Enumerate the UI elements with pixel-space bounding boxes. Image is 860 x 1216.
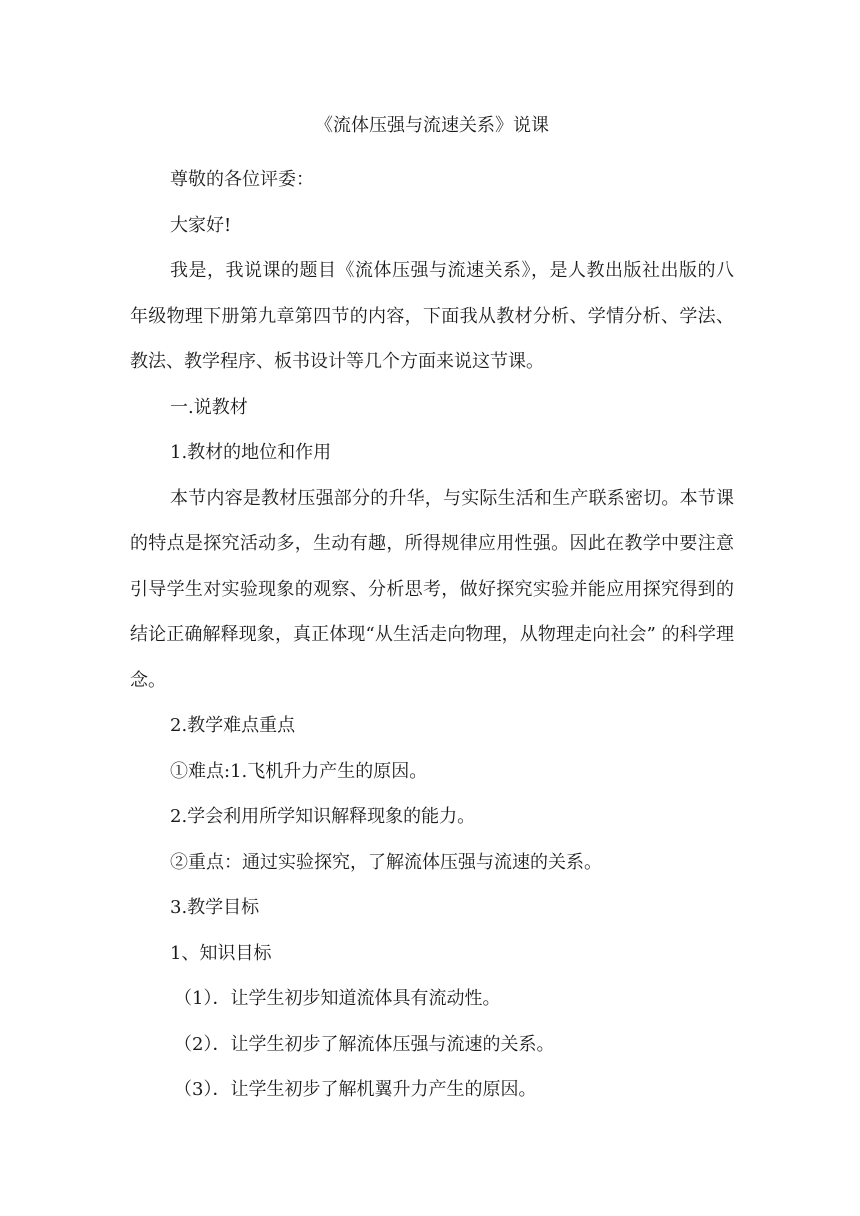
focus-item: ②重点：通过实验探究，了解流体压强与流速的关系。 <box>170 851 602 873</box>
subheading-knowledge-goals: 1、知识目标 <box>170 942 272 964</box>
document-title: 《流体压强与流速关系》说课 <box>315 115 549 136</box>
subheading-difficulty-focus: 2.教学难点重点 <box>170 715 296 736</box>
objective-item-1: （1）．让学生初步知道流体具有流动性。 <box>174 988 501 1009</box>
difficulty-item-2: 2.学会利用所学知识解释现象的能力。 <box>170 806 476 827</box>
objective-item-2: （2）．让学生初步了解流体压强与流速的关系。 <box>174 1033 555 1055</box>
difficulty-item-1: ①难点:1.飞机升力产生的原因。 <box>170 760 428 782</box>
section-heading-textbook: 一.说教材 <box>170 396 248 418</box>
greeting-judges: 尊敬的各位评委： <box>170 169 314 190</box>
subheading-position-role: 1.教材的地位和作用 <box>170 442 332 463</box>
subheading-teaching-goals: 3.教学目标 <box>170 897 260 918</box>
intro-paragraph: 我是，我说课的题目《流体压强与流速关系》，是人教出版社出版的八年级物理下册第九章第四节的内容，下面我从教材分析、学情分析、学法、教法、教学程序、板书设计等几个方面来说这节课。 <box>130 260 734 372</box>
objective-item-3: （3）．让学生初步了解机翼升力产生的原因。 <box>174 1079 537 1100</box>
position-role-paragraph: 本节内容是教材压强部分的升华，与实际生活和生产联系密切。本节课的特点是探究活动多，生动有趣，所得规律应用性强。因此在教学中要注意引导学生对实验现象的观察、分析思考，做好探究实验并能应用探究得到的结论正确解释现象，真正体现“从生活走向物理，从物理走向社会” 的科学理念。 <box>130 487 734 691</box>
greeting-all: 大家好! <box>170 214 232 236</box>
